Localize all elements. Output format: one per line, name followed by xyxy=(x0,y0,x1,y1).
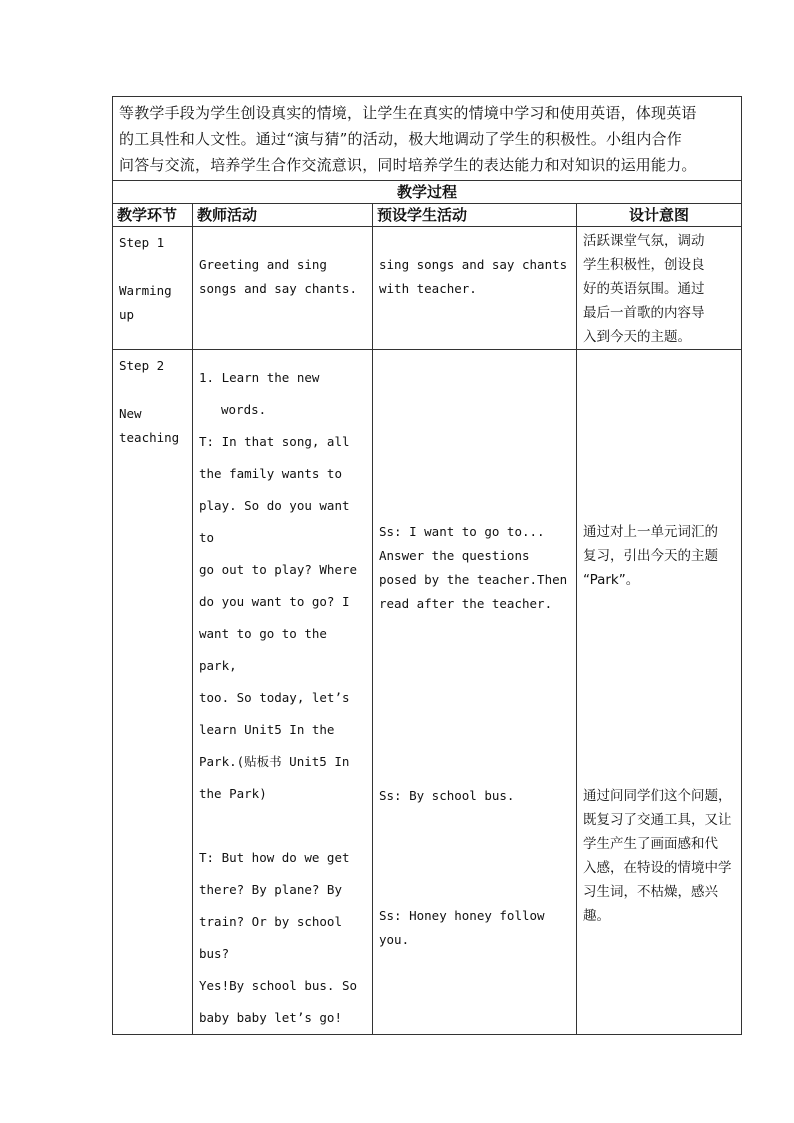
intent-note: 通过问同学们这个问题， 既复习了交通工具，又让 学生产生了画面感和代 入感，在特设的情境中学 习生词，不枯燥，感兴趣。 xyxy=(583,788,732,924)
student-response: Ss: Honey honey follow you. xyxy=(379,908,545,947)
step2-stage xyxy=(113,350,193,1035)
lesson-plan-page xyxy=(112,96,741,1035)
student-response: Ss: I want to go to... Answer the questions posed by the teacher.Then read after the teacher. xyxy=(379,524,568,611)
section-title-row xyxy=(113,181,742,204)
stage-name: Warming xyxy=(119,283,172,298)
step1-row xyxy=(113,227,742,350)
stage-name: teaching xyxy=(119,430,180,445)
step-label: Step 1 xyxy=(119,235,165,250)
header-teacher: 教师活动 xyxy=(193,204,373,227)
intro-row xyxy=(113,97,742,181)
step-label: Step 2 xyxy=(119,358,165,373)
header-intent: 设计意图 xyxy=(577,204,742,227)
intro-paragraph xyxy=(113,97,742,181)
step1-intent: 活跃课堂气氛，调动 学生积极性，创设良 好的英语氛围。通过 最后一首歌的内容导 入到今天的主题。 xyxy=(577,227,742,350)
step1-student: sing songs and say chants with teacher. xyxy=(373,227,577,350)
section-title: 教学过程 xyxy=(113,181,742,204)
student-response: Ss: By school bus. xyxy=(379,788,515,803)
intro-line: 等教学手段为学生创设真实的情境，让学生在真实的情境中学习和使用英语，体现英语 xyxy=(119,104,697,122)
list-item: 1. Learn the new xyxy=(199,370,320,385)
intro-line: 问答与交流，培养学生合作交流意识，同时培养学生的表达能力和对知识的运用能力。 xyxy=(119,156,697,174)
step2-intent xyxy=(577,350,742,1035)
intro-line: 的工具性和人文性。通过“演与猜”的活动，极大地调动了学生的积极性。小组内合作 xyxy=(119,130,682,148)
step2-student xyxy=(373,350,577,1035)
step1-teacher: Greeting and sing songs and say chants. xyxy=(193,227,373,350)
header-student: 预设学生活动 xyxy=(373,204,577,227)
stage-name: New xyxy=(119,406,142,421)
step2-row xyxy=(113,350,742,1035)
step1-stage xyxy=(113,227,193,350)
lesson-plan-table xyxy=(112,96,742,1035)
step2-teacher: 1. Learn the new words. T: In that song, all the family wants to play. So do you want to go out to play? Where do you want to go? I want to go to the park, too. So today, let’s learn Unit5 In the Park.(贴板书 Unit5 In the Park) T: But how do we get there? By plane? By train? Or by school bus? Yes!By school bus. So baby baby let’s go! xyxy=(193,350,373,1035)
intent-note: 通过对上一单元词汇的 复习，引出今天的主题 “Park”。 xyxy=(583,524,718,588)
header-stage: 教学环节 xyxy=(113,204,193,227)
stage-name: up xyxy=(119,307,135,322)
header-row xyxy=(113,204,742,227)
